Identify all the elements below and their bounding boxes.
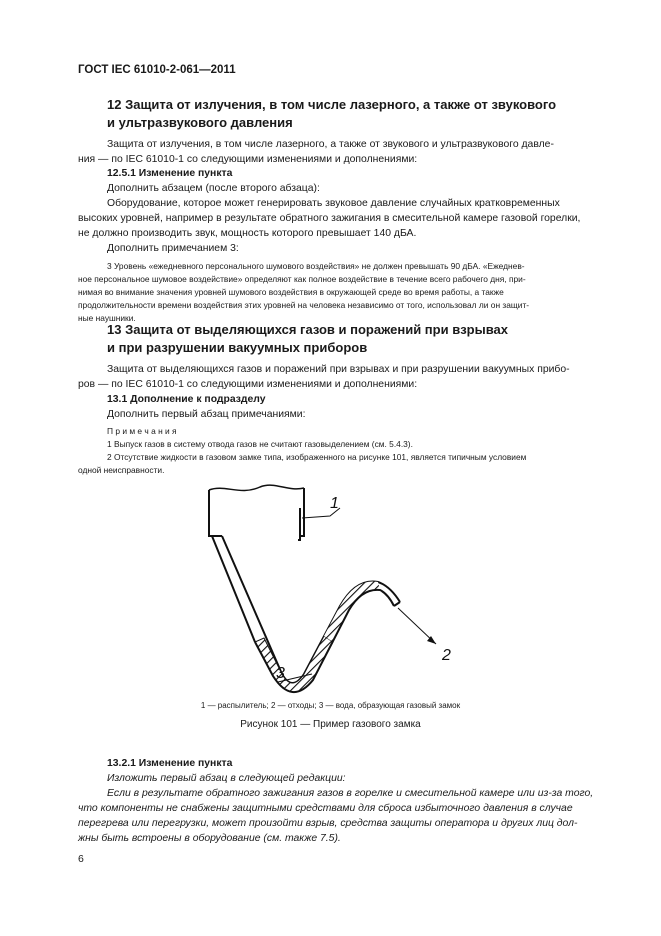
- note-3-line2: ное персональное шумовое воздействие» определяют как полное воздействие в течение всего рабочего дня, при-: [78, 274, 526, 284]
- figure-caption: Рисунок 101 — Пример газового замка: [240, 719, 421, 730]
- section-12-title-line1: 12 Защита от излучения, в том числе лазерного, а также от звукового: [107, 97, 557, 112]
- section-12-intro: [78, 137, 614, 167]
- note-2-line1: 2 Отсутствие жидкости в газовом замке типа, изображенного на рисунке 101, является типичным условием: [107, 452, 527, 462]
- add-notes-instruction: Дополнить первый абзац примечаниями:: [107, 409, 306, 420]
- page-number: 6: [78, 853, 84, 865]
- equipment-paragraph: [78, 196, 614, 241]
- section-12-title-line2: и ультразвукового давления: [107, 115, 293, 130]
- note-3-line5: ные наушники.: [78, 313, 136, 323]
- figure-label-3: 3: [276, 665, 285, 682]
- note-3-line4: продолжительности времени воздействия этих уровней на человека независимо от того, использовал ли он защит-: [78, 300, 530, 310]
- section-13-title: [107, 321, 607, 357]
- section-13-intro-line1: Защита от выделяющихся газов и поражений при взрывах и при разрушении вакуумных прибо-: [107, 364, 570, 375]
- equipment-line3: не должно производить звук, мощность которого превышает 140 дБА.: [78, 228, 417, 239]
- subsection-12-5-1-heading: 12.5.1 Изменение пункта: [107, 168, 233, 179]
- section-12-title: [107, 96, 607, 132]
- note-2-line2: одной неисправности.: [78, 465, 165, 475]
- tube-right-wall: [212, 536, 255, 642]
- note-3-line1: 3 Уровень «ежедневного персонального шумового воздействия» не должен превышать 90 дБА. «Ежеднев-: [107, 261, 525, 271]
- section-12-intro-line2: ния — по IEC 61010-1 со следующими изменениями и дополнениями:: [78, 154, 418, 165]
- note-3: [78, 260, 614, 325]
- note-1: 1 Выпуск газов в систему отвода газов не считают газовыделением (см. 5.4.3).: [107, 439, 413, 449]
- section-13-intro-line2: ров — по IEC 61010-1 со следующими изменениями и дополнениями:: [78, 379, 418, 390]
- sprayer-body: [209, 485, 304, 536]
- explosion-line1: Если в результате обратного зажигания газов в горелке и смесительной камере или из-за того,: [107, 788, 594, 799]
- explosion-line3: перегрева или перегрузки, может произойти взрыв, средства защиты оператора и других лиц дол-: [78, 818, 578, 829]
- equipment-line2: высоких уровней, например в результате обратного зажигания в смесительной камере газовой горелки,: [78, 213, 581, 224]
- subsection-13-1-heading: 13.1 Дополнение к подразделу: [107, 394, 266, 405]
- explosion-line4: жны быть встроены в оборудование (см. также 7.5).: [78, 833, 341, 844]
- explosion-paragraph: [78, 786, 614, 846]
- notes-13-1: [78, 425, 614, 477]
- explosion-line2: что компоненты не снабжены защитными средствами для сброса избыточного давления в случае: [78, 803, 573, 814]
- section-12-intro-line1: Защита от излучения, в том числе лазерного, а также от звукового и ультразвукового давле-: [107, 139, 554, 150]
- figure-label-2: 2: [442, 647, 451, 664]
- figure-label-1: 1: [330, 495, 339, 512]
- note-3-line3: нимая во внимание значения уровней шумового воздействия в окружающей среде во время работы, а также: [78, 287, 504, 297]
- notes-title: П р и м е ч а н и я: [107, 426, 177, 436]
- gas-trap-figure: [180, 478, 500, 698]
- section-13-title-line2: и при разрушении вакуумных приборов: [107, 340, 368, 355]
- document-header: ГОСТ IEC 61010-2-061—2011: [78, 64, 236, 76]
- add-note-instruction: Дополнить примечанием 3:: [107, 243, 239, 254]
- section-13-intro: [78, 362, 614, 392]
- replace-instruction: Изложить первый абзац в следующей редакции:: [107, 773, 346, 784]
- subsection-13-2-1-heading: 13.2.1 Изменение пункта: [107, 758, 233, 769]
- add-paragraph-instruction: Дополнить абзацем (после второго абзаца):: [107, 183, 320, 194]
- figure-legend: 1 — распылитель; 2 — отходы; 3 — вода, образующая газовый замок: [200, 701, 461, 710]
- equipment-line1: Оборудование, которое может генерировать звуковое давление случайных кратковременных: [107, 198, 560, 209]
- outlet-cap: [394, 602, 400, 606]
- section-13-title-line1: 13 Защита от выделяющихся газов и поражений при взрывах: [107, 322, 508, 337]
